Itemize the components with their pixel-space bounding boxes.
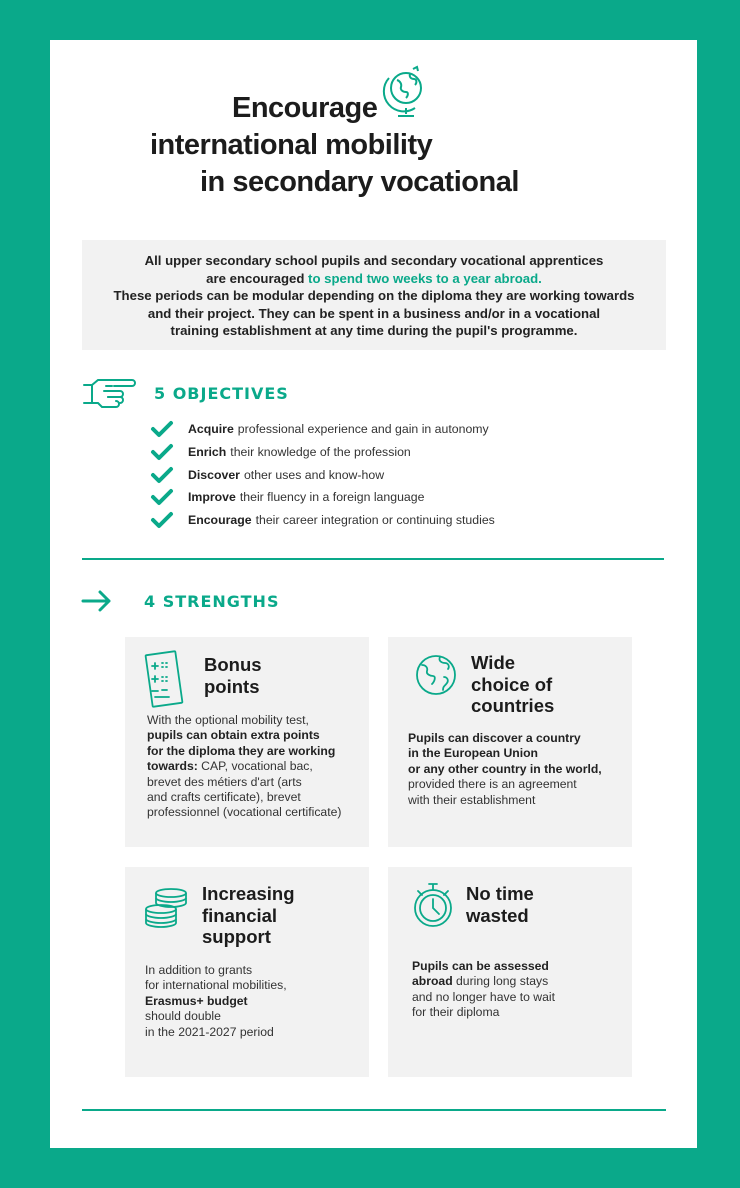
intro-panel — [82, 240, 666, 350]
check-icon — [150, 511, 174, 529]
divider — [82, 558, 664, 560]
objective-verb: Acquire — [188, 422, 234, 437]
stopwatch-icon — [412, 881, 454, 929]
check-icon — [150, 443, 174, 461]
objective-text: their career integration or continuing studies — [255, 513, 495, 528]
objective-text: their knowledge of the profession — [230, 445, 411, 460]
objective-item — [150, 418, 570, 441]
objective-item — [150, 509, 570, 532]
box-text: In addition to grants for international mobilities, Erasmus+ budget should double in the 2021-2027 period — [145, 963, 287, 1039]
check-icon — [150, 420, 174, 438]
objective-text: their fluency in a foreign language — [239, 490, 425, 505]
pointing-hand-icon — [82, 377, 138, 411]
box-text: With the optional mobility test, pupils can obtain extra points for the diploma they are working towards: CAP, vocational bac, brevet des métiers d'art (arts and crafts certificate), brevet professionnel (vocational certificate) — [147, 713, 342, 820]
calculator-icon — [143, 649, 189, 709]
check-icon — [150, 466, 174, 484]
strengths-title: 4 STRENGTHS — [144, 592, 280, 611]
title-line-1: Encourage — [232, 92, 378, 124]
strength-wide-choice — [388, 637, 632, 847]
arrow-right-icon — [81, 590, 113, 612]
intro-line: training establishment at any time during the pupil's programme. — [170, 323, 578, 338]
objective-verb: Enrich — [188, 445, 227, 460]
intro-line: and their project. They can be spent in a business and/or in a vocational — [147, 305, 601, 321]
intro-line: All upper secondary school pupils and secondary vocational apprentices — [144, 253, 604, 268]
divider — [82, 1109, 666, 1111]
globe-icon — [414, 653, 458, 697]
box-text: Pupils can discover a country in the European Union or any other country in the world, provided there is an agreement with their establishment — [408, 731, 602, 807]
objective-verb: Discover — [188, 467, 240, 482]
coins-icon — [143, 887, 189, 929]
box-text: Pupils can be assessed abroad during long stays and no longer have to wait for their diploma — [412, 959, 555, 1020]
objective-item — [150, 441, 570, 464]
strength-bonus-points — [125, 637, 369, 847]
objective-item — [150, 486, 570, 509]
box-title: No time wasted — [466, 883, 534, 926]
box-title: Bonus points — [204, 654, 262, 697]
intro-highlight: to spend two weeks to a year abroad. — [308, 270, 542, 286]
objective-text: other uses and know-how — [243, 467, 385, 482]
title-line-3: in secondary vocational — [200, 166, 519, 198]
strength-financial-support — [125, 867, 369, 1077]
objective-item — [150, 463, 570, 486]
intro-line: are encouraged to spend two weeks to a year abroad. — [206, 270, 542, 286]
check-icon — [150, 488, 174, 506]
objective-text: professional experience and gain in autonomy — [237, 422, 489, 437]
intro-line: These periods can be modular depending on the diploma they are working towards — [113, 288, 635, 303]
globe-icon — [380, 64, 432, 120]
objectives-list — [150, 418, 570, 531]
objective-verb: Encourage — [188, 513, 252, 528]
objective-verb: Improve — [188, 490, 236, 505]
objectives-title: 5 OBJECTIVES — [154, 384, 289, 403]
title-line-2: international mobility — [150, 129, 433, 161]
box-title: Wide choice of countries — [471, 652, 555, 716]
infographic-card — [50, 40, 697, 1148]
box-title: Increasing financial support — [202, 883, 295, 947]
strength-no-time-wasted — [388, 867, 632, 1077]
